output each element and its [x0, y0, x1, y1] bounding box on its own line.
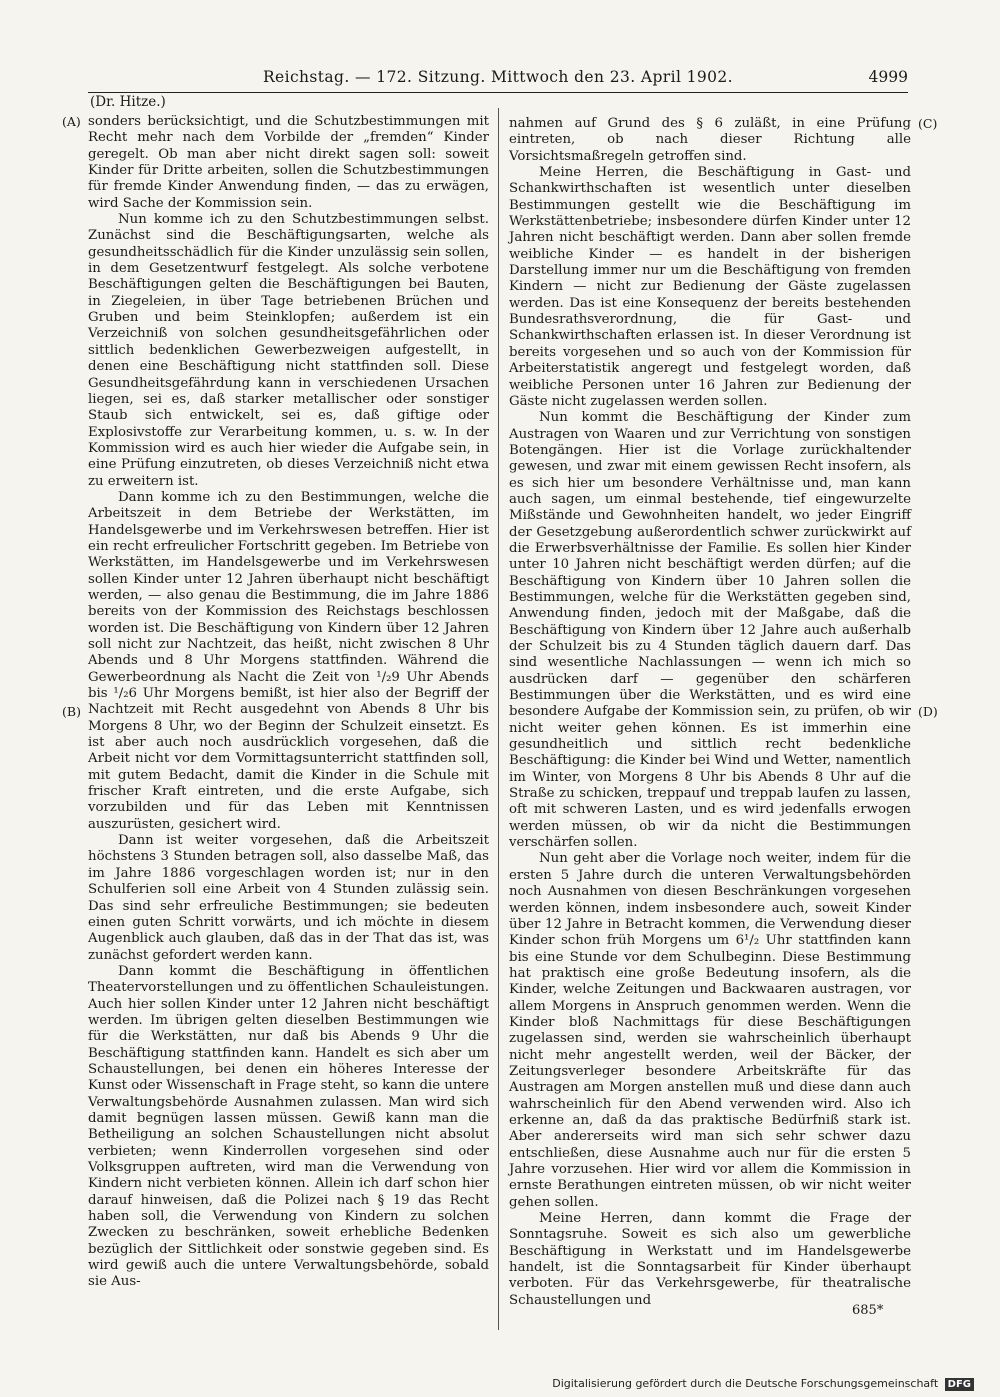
- paragraph: Dann kommt die Beschäftigung in öffentlichen Theatervorstellungen und zu öffentlichen Schauleistungen. Auch hier sollen Kinder unter 12 Jahren nicht beschäftigt werden. Im übrigen gelten dieselben Bestimmungen wie für die Werkstätten, nur daß bis Abends 9 Uhr die Beschäftigung stattfinden kann. Handelt es sich aber um Schaustellungen, bei denen ein höheres Interesse der Kunst oder Wissenschaft in Frage steht, so kann die untere Verwaltungsbehörde Ausnahmen zulassen. Man wird sich damit begnügen lassen müssen. Gewiß kann man die Betheiligung an solchen Schaustellungen nicht absolut verbieten; wenn Kinderrollen vorgesehen sind oder Volksgruppen auftreten, wird man die Verwendung von Kindern nicht verbieten können. Allein ich darf schon hier darauf hinweisen, daß die Polizei nach § 19 das Recht haben soll, die Verwendung von Kindern zu solchen Zwecken zu beschränken, soweit erhebliche Bedenken bezüglich der Sittlichkeit oder sonstwie gegeben sind. Es wird gewiß auch die untere Verwaltungsbehörde, sobald sie Aus-: [88, 963, 489, 1290]
- paragraph: sonders berücksichtigt, und die Schutzbestimmungen mit Recht mehr nach dem Vorbilde der „fremden“ Kinder geregelt. Ob man aber nicht direkt sagen soll: soweit Kinder für Dritte arbeiten, sollen die Schutzbestimmungen für fremde Kinder Anwendung finden, — das zu erwägen, wird Sache der Kommission sein.: [88, 114, 489, 211]
- sheet-signature: 685*: [852, 1303, 884, 1318]
- margin-marker-a: (A): [62, 114, 81, 129]
- right-column: [509, 116, 911, 1309]
- page-number: 4999: [868, 68, 908, 86]
- speaker-label: (Dr. Hitze.): [90, 94, 166, 110]
- column-divider: [498, 108, 499, 1330]
- paragraph: Meine Herren, die Beschäftigung in Gast- und Schankwirthschaften ist wesentlich unter dieselben Bestimmungen gestellt wie die Beschäftigung im Werkstättenbetriebe; insbesondere dürfen Kinder unter 12 Jahren nicht beschäftigt werden. Dann aber sollen fremde weibliche Kinder — es handelt in der bisherigen Darstellung immer nur um die Beschäftigung von fremden Kindern — nicht zur Bedienung der Gäste zugelassen werden. Das ist eine Konsequenz der bereits bestehenden Bundesrathsverordnung, die für Gast- und Schankwirthschaften erlassen ist. In dieser Verordnung ist bereits vorgesehen und so auch von der Kommission für Arbeiterstatistik angeregt und festgelegt worden, daß weibliche Personen unter 16 Jahren zur Bedienung der Gäste nicht zugelassen werden sollen.: [509, 165, 911, 409]
- paragraph: Nun kommt die Beschäftigung der Kinder zum Austragen von Waaren und zur Verrichtung von sonstigen Botengängen. Hier ist die Vorlage zurückhaltender gewesen, und zwar mit einem gewissen Recht insofern, als es sich hier um besondere Verhältnisse und, man kann auch sagen, um einmal bestehende, tief eingewurzelte Mißstände und Gewohnheiten handelt, wo jeder Eingriff der Gesetzgebung außerordentlich schwer zurückwirkt auf die Erwerbsverhältnisse der Familie. Es sollen hier Kinder unter 10 Jahren nicht beschäftigt werden dürfen; auf die Beschäftigung von Kindern über 10 Jahren sollen die Bestimmungen, welche für die Werkstätten gegeben sind, Anwendung finden, jedoch mit der Maßgabe, daß die Beschäftigung von Kindern über 12 Jahre auch außerhalb der Schulzeit bis zu 4 Stunden täglich dauern darf. Das sind wesentliche Nachlassungen — wenn ich mich so ausdrücken darf — gegenüber den schärferen Bestimmungen über die Werkstätten, und es wird eine besondere Aufgabe der Kommission sein, zu prüfen, ob wir nicht weiter gehen können. Es ist immerhin eine gesundheitlich und sittlich recht bedenkliche Beschäftigung: die Kinder bei Wind und Wetter, namentlich im Winter, von Morgens 8 Uhr bis Abends 8 Uhr auf die Straße zu schicken, treppauf und treppab laufen zu lassen, oft mit schweren Lasten, und es wird jedenfalls erwogen werden müssen, ob wir da nicht die Bestimmungen verschärfen sollen.: [509, 410, 911, 851]
- paragraph: Nun geht aber die Vorlage noch weiter, indem für die ersten 5 Jahre durch die unteren Verwaltungsbehörden noch Ausnahmen von diesen Beschränkungen vorgesehen werden können, indem insbesondere auch, soweit Kinder über 12 Jahre in Betracht kommen, die Verwendung dieser Kinder schon früh Morgens um 6¹/₂ Uhr stattfinden kann bis eine Stunde vor dem Schulbeginn. Diese Bestimmung hat praktisch eine große Bedeutung insofern, als die Kinder, welche Zeitungen und Backwaaren austragen, vor allem Morgens in Anspruch genommen werden. Wenn die Kinder bloß Nachmittags für diese Beschäftigungen zugelassen sind, werden sie wahrscheinlich überhaupt nicht mehr angestellt werden, weil der Bäcker, der Zeitungsverleger besondere Arbeitskräfte für das Austragen am Morgen anstellen muß und diese dann auch wahrscheinlich für den Abend verwenden wird. Also ich erkenne an, daß da das praktische Bedürfniß stark ist. Aber andererseits wird man sich sehr schwer dazu entschließen, diese Ausnahme auch nur für die ersten 5 Jahre vorzusehen. Hier wird vor allem die Kommission in ernste Berathungen eintreten müssen, ob wir nicht weiter gehen sollen.: [509, 851, 911, 1210]
- paragraph: nahmen auf Grund des § 6 zuläßt, in eine Prüfung eintreten, ob nach dieser Richtung alle Vorsichtsmaßregeln getroffen sind.: [509, 116, 911, 164]
- paragraph: Nun komme ich zu den Schutzbestimmungen selbst. Zunächst sind die Beschäftigungsarten, welche als gesundheitsschädlich für die Kinder unzulässig sein sollen, in dem Gesetzentwurf festgelegt. Als solche verbotene Beschäftigungen gelten die Beschäftigungen bei Bauten, in Ziegeleien, in über Tage betriebenen Brüchen und Gruben und beim Steinklopfen; außerdem ist ein Verzeichniß von solchen gesundheitsgefährlichen oder sittlich bedenklichen Gewerbezweigen aufgestellt, in denen eine Beschäftigung nicht stattfinden soll. Diese Gesundheitsgefährdung kann in verschiedenen Ursachen liegen, sei es, daß starker metallischer oder sonstiger Staub sich entwickelt, sei es, daß giftige oder Explosivstoffe zur Verarbeitung kommen, u. s. w. In der Kommission wird es auch hier wieder die Aufgabe sein, in eine Prüfung einzutreten, ob dieses Verzeichniß nicht etwa zu erweitern ist.: [88, 212, 489, 489]
- page-header: [88, 66, 908, 93]
- dfg-logo: DFG: [945, 1378, 974, 1391]
- paragraph: Dann ist weiter vorgesehen, daß die Arbeitszeit höchstens 3 Stunden betragen soll, also dasselbe Maß, das im Jahre 1886 vorgeschlagen worden ist; nur in den Schulferien soll eine Arbeit von 4 Stunden zulässig sein. Das sind sehr erfreuliche Bestimmungen; sie bedeuten einen guten Schritt vorwärts, und ich möchte in diesem Augenblick auch glauben, daß das in der That das ist, was zunächst gefordert werden kann.: [88, 833, 489, 963]
- digitization-credit: [552, 1377, 974, 1391]
- margin-marker-b: (B): [62, 704, 81, 719]
- left-column: [88, 114, 489, 1291]
- paragraph: Meine Herren, dann kommt die Frage der Sonntagsruhe. Soweit es sich also um gewerbliche Beschäftigung in Werkstatt und im Handelsgewerbe handelt, ist die Sonntagsarbeit für Kinder überhaupt verboten. Für das Verkehrsgewerbe, für theatralische Schaustellungen und: [509, 1211, 911, 1308]
- credit-text: Digitalisierung gefördert durch die Deutsche Forschungsgemeinschaft: [552, 1377, 939, 1390]
- paragraph: Dann komme ich zu den Bestimmungen, welche die Arbeitszeit in dem Betriebe der Werkstätten, im Handelsgewerbe und im Verkehrswesen betreffen. Hier ist ein recht erfreulicher Fortschritt gegeben. Im Betriebe von Werkstätten, im Handelsgewerbe und im Verkehrswesen sollen Kinder unter 12 Jahren überhaupt nicht beschäftigt werden, — also genau die Bestimmung, die im Jahre 1886 bereits von der Kommission des Reichstags beschlossen worden ist. Die Beschäftigung von Kindern über 12 Jahren soll nicht zur Nachtzeit, das heißt, nicht zwischen 8 Uhr Abends und 8 Uhr Morgens stattfinden. Während die Gewerbeordnung als Nacht die Zeit von ¹/₂9 Uhr Abends bis ¹/₂6 Uhr Morgens bemißt, ist hier also der Begriff der Nachtzeit mit Recht ausgedehnt von Abends 8 Uhr bis Morgens 8 Uhr, wo der Beginn der Schulzeit einsetzt. Es ist aber auch noch ausdrücklich vorgesehen, daß die Arbeit nicht vor dem Vormittagsunterricht stattfinden soll, mit gutem Bedacht, damit die Kinder in die Schule mit frischer Kraft eintreten, und die erste Aufgabe, sich vorzubilden und für das Leben mit Kenntnissen auszurüsten, gesichert wird.: [88, 489, 489, 832]
- margin-marker-d: (D): [918, 704, 938, 719]
- margin-marker-c: (C): [918, 116, 938, 131]
- running-title: Reichstag. — 172. Sitzung. Mittwoch den 23. April 1902.: [262, 68, 734, 86]
